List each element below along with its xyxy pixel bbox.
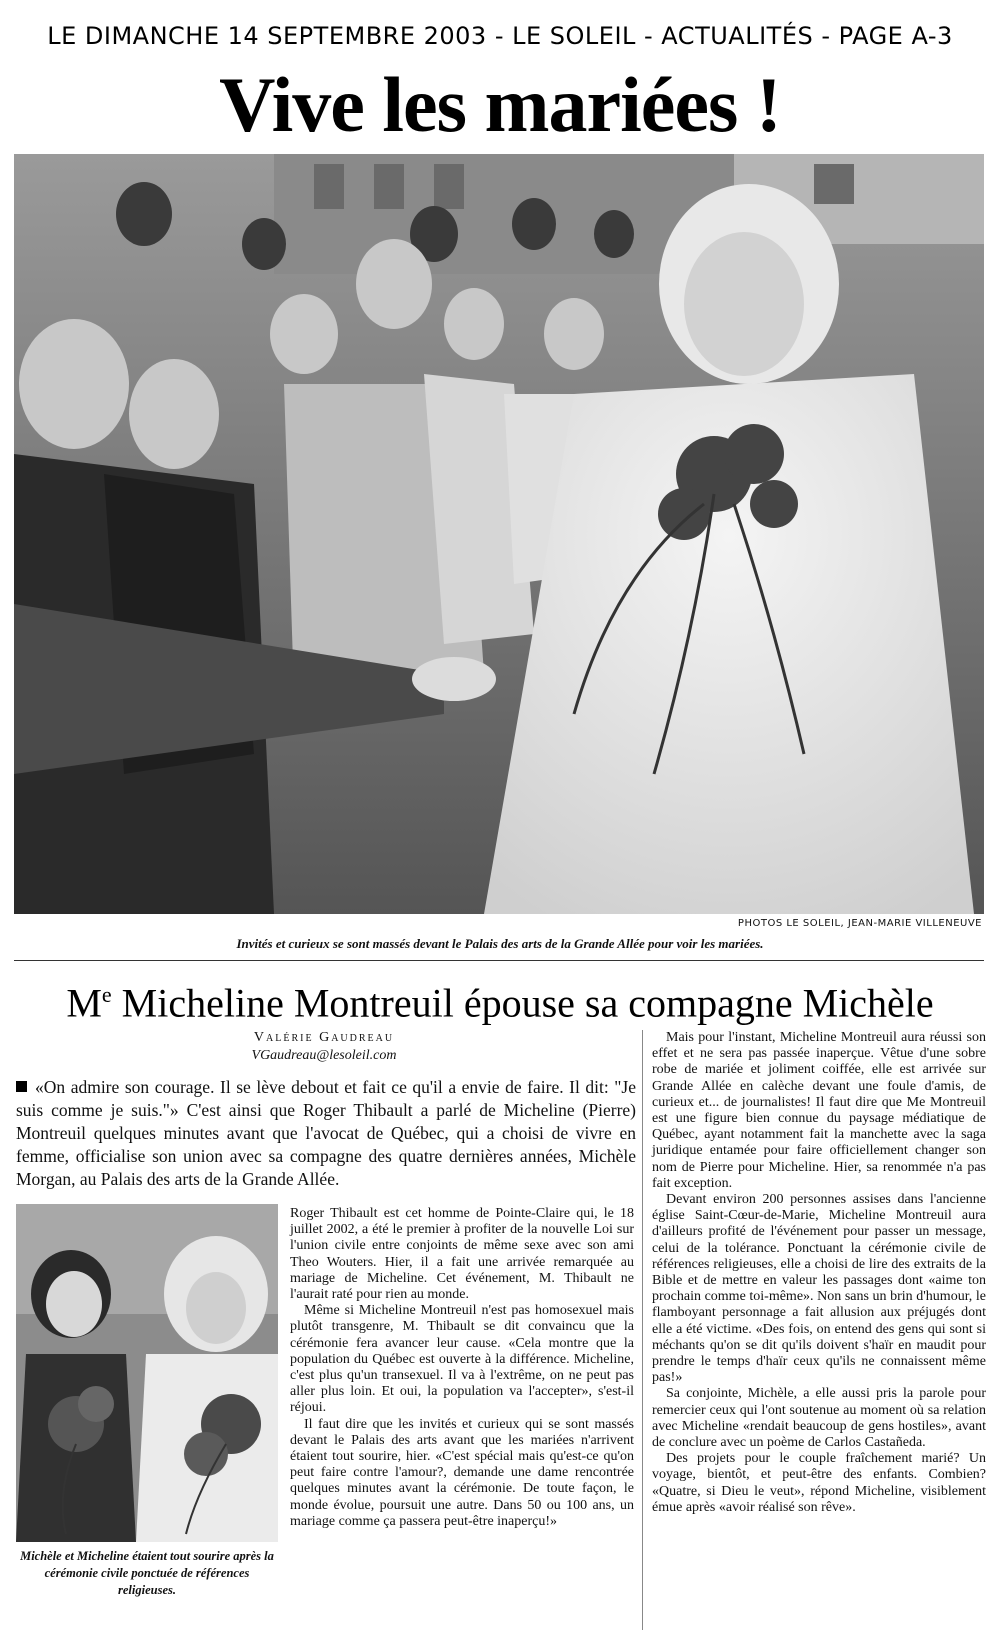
article-paragraph: Devant environ 200 personnes assises dans l'ancienne église Saint-Cœur-de-Marie, Micheline Montreuil aura d'ailleurs profité de l'événement pour passer un message, celui de la tolérance. Ponctuant la cérémonie civile de références religieuses, elle a choisi de lire des extraits de la Bible et de mettre en valeur les passages dont «aime ton prochain comme toi-même». Non sans un brin d'humour, le flamboyant personnage a fait allusion aux préjugés dont elle a été victime. «Des fois, on entend des gens qui sont si méchants qu'on se dit qu'ils doivent s'haïr en maudit pour prendre le temps d'haïr ceux qu'ils ne connaissent même pas!» <box>652 1192 986 1386</box>
headline: Vive les mariées ! <box>219 61 781 148</box>
lead-paragraph <box>16 1076 636 1191</box>
main-photo <box>14 154 984 914</box>
author-email: VGaudreau@lesoleil.com <box>251 1048 397 1063</box>
byline: Valérie Gaudreau <box>253 1030 395 1045</box>
subhead <box>0 970 1000 1028</box>
article-paragraph: Même si Micheline Montreuil n'est pas homosexuel mais plutôt transgenre, M. Thibault se dit convaincu que la cérémonie fera avancer leur cause. «Cela montre que la population du Québec est ouverte à la différence. Micheline, c'est plus qu'un transexuel. Il va à l'extrême, on ne peut pas aller plus loin. Et oui, la population va l'accepter», s'est-il réjoui. <box>290 1303 634 1416</box>
small-photo-caption: Michèle et Micheline étaient tout sourire après la cérémonie civile ponctuée de références religieuses. <box>20 1549 274 1597</box>
subhead-prefix: M <box>66 980 102 1026</box>
lead-bullet-icon <box>16 1081 27 1092</box>
article-column-3 <box>652 1030 986 1516</box>
divider <box>14 960 984 961</box>
lead-text: «On admire son courage. Il se lève debout et fait ce qu'il a envie de faire. Il dit: "Je suis comme je suis."» C'est ainsi que Roger Thibault a parlé de Micheline (Pierre) Montreuil quelques minutes avant que l'avocat de Québec, qui a choisi de vivre en femme, officialise son union avec sa compagne des quatre dernières années, Michèle Morgan, au Palais des arts de la Grande Allée. <box>16 1077 636 1189</box>
photo-credit: PHOTOS LE SOLEIL, JEAN-MARIE VILLENEUVE <box>737 918 982 929</box>
subhead-text: Micheline Montreuil épouse sa compagne Michèle <box>111 980 934 1026</box>
small-photo <box>16 1204 278 1542</box>
article-paragraph: Roger Thibault est cet homme de Pointe-Claire qui, le 18 juillet 2002, a été le premier à profiter de la nouvelle Loi sur l'union civile entre conjoints de même sexe avec son ami Theo Wouters. Hier, il a fait une arrivée remarquée au mariage de Micheline. Cet événement, M. Thibault ne l'aurait raté pour rien au monde. <box>290 1206 634 1303</box>
subhead-sup: e <box>101 982 112 1007</box>
column-divider <box>642 1030 643 1630</box>
photo-caption: Invités et curieux se sont massés devant le Palais des arts de la Grande Allée pour voir les mariées. <box>236 936 764 951</box>
article-paragraph: Des projets pour le couple fraîchement marié? Un voyage, bientôt, et peut-être des enfants. Combien? «Quatre, si Dieu le veut», répond Micheline, visiblement émue après «avoir réalisé son rêve». <box>652 1451 986 1515</box>
main-photo-image <box>14 154 984 914</box>
dateline: LE DIMANCHE 14 SEPTEMBRE 2003 - LE SOLEIL - ACTUALITÉS - PAGE A-3 <box>47 22 953 50</box>
article-column-2 <box>290 1206 634 1530</box>
article-paragraph: Sa conjointe, Michèle, a elle aussi pris la parole pour remercier ceux qui l'ont soutenue au moment où sa relation avec Micheline «rendait beaucoup de gens hostiles», avant de conclure avec un poème de Carlos Castañeda. <box>652 1386 986 1451</box>
small-photo-image <box>16 1204 278 1542</box>
article-paragraph: Il faut dire que les invités et curieux qui se sont massés devant le Palais des arts avant que les mariées n'arrivent étaient tout sourire, hier. «C'est spécial mais qu'est-ce qu'on peut faire contre l'amour?, demande une dame rencontrée quelques minutes avant la cérémonie. De toute façon, le monde évolue, poursuit une autre. Dans 50 ou 100 ans, un mariage comme ça passera peut-être inaperçu!» <box>290 1416 634 1529</box>
article-paragraph: Mais pour l'instant, Micheline Montreuil aura réussi son effet et ne sera pas passée inaperçue. Vêtue d'une sobre robe de mariée et joliment coiffée, elle est arrivée sur Grande Allée en calèche devant une foule d'amis, de curieux et... de journalistes! Il faut dire que Me Montreuil est une figure bien connue du paysage médiatique de Québec, ayant notamment fait la manchette avec la saga juridique entamée pour faire officiellement changer son nom de Pierre pour Micheline. Hier, sa renommée n'a pas fait exception. <box>652 1030 986 1191</box>
